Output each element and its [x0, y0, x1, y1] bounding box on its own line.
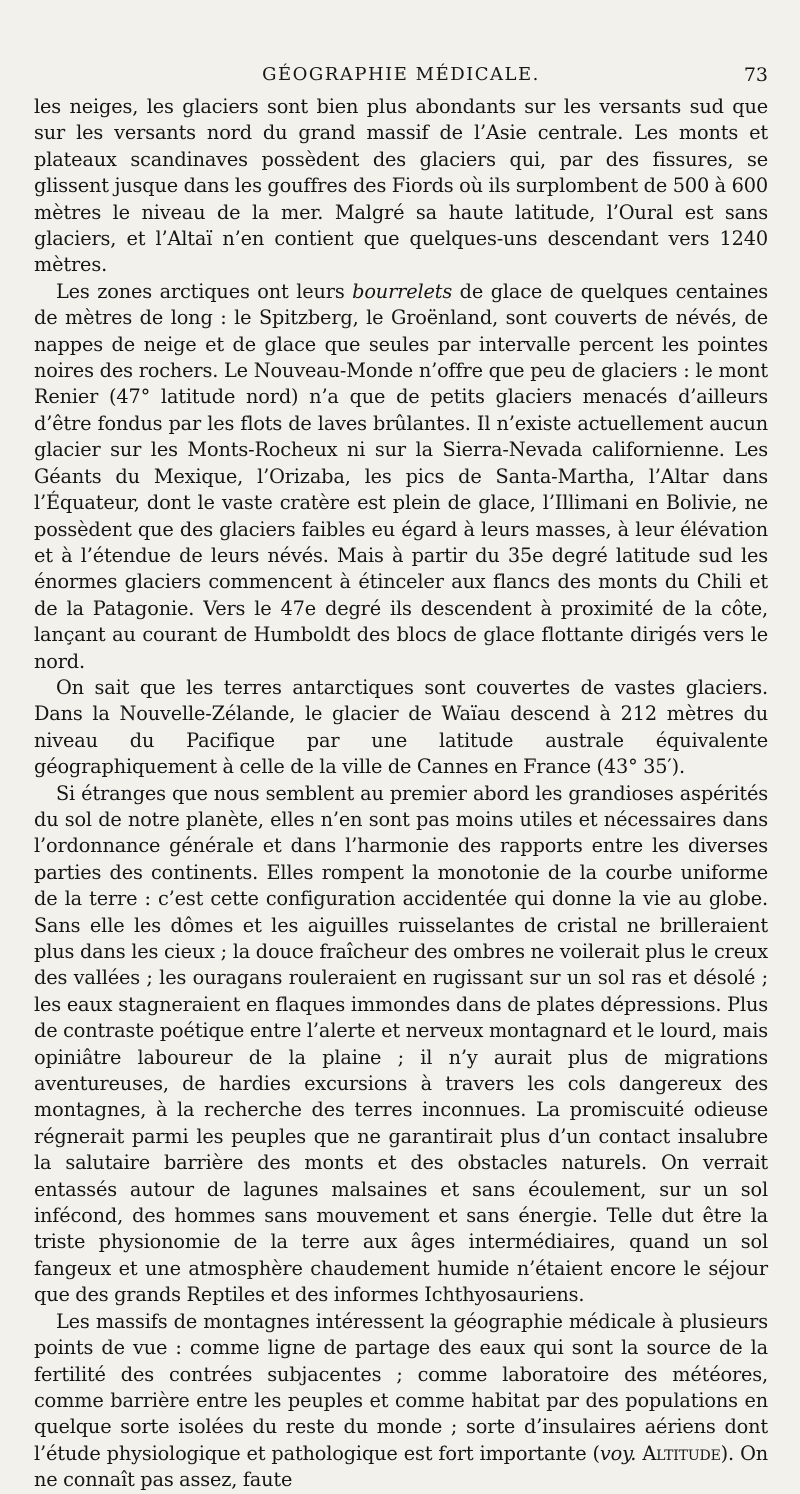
paragraph-arctic-zones-rest: de glace de quelques centaines de mètres de long : le Spitzberg, le Groënland, sont couverts de névés, de nappes de neige et de glace que seules par intervalle percent les pointes noires des rochers. Le Nouveau-Monde n’offre que peu de glaciers : le mont Renier (47° latitude nord) n’a que de petits glaciers menacés d’ailleurs d’être fondus par les flots de laves brûlantes. Il n’existe actuellement aucun glacier sur les Monts-Rocheux ni sur la Sierra-Nevada californienne. Les Géants du Mexique, l’Orizaba, les pics de Santa-Martha, l’Altar dans l’Équateur, dont le vaste cratère est plein de glace, l’Illimani en Bolivie, ne possèdent que des glaciers faibles eu égard à leurs masses, à leur élévation et à l’étendue de leurs névés. Mais à partir du 35e degré latitude sud les énormes glaciers commencent à étinceler aux flancs des monts du Chili et de la Patagonie. Vers le 47e degré ils descendent à proximité de la côte, lançant au courant de Humboldt des blocs de glace flottante dirigés vers le nord. — [34, 279, 768, 673]
paragraph-arctic-zones-start: Les zones arctiques ont leurs — [56, 279, 353, 303]
paragraph-relief-utility: Si étranges que nous semblent au premier abord les grandioses aspérités du sol de notre planète, elles n’en sont pas moins utiles et nécessaires dans l’ordonnance générale et dans l’harmonie des rapports entre les diverses parties des continents. Elles rompent la monotonie de la courbe uniforme de la terre : c’est cette configuration accidentée qui donne la vie au globe. Sans elle les dômes et les aiguilles ruisselantes de cristal ne brilleraient plus dans les cieux ; la douce fraîcheur des ombres ne voilerait plus le creux des vallées ; les ouragans rouleraient en rugissant sur un sol ras et désolé ; les eaux stagneraient en flaques immondes dans de plates dépressions. Plus de contraste poétique entre l’alerte et nerveux montagnard et le lourd, mais opiniâtre laboureur de la plaine ; il n’y aurait plus de migrations aventureuses, de hardies excursions à travers les cols dangereux des montagnes, à la recherche des terres inconnues. La promiscuité odieuse régnerait parmi les peuples que ne garantirait plus d’un contact insalubre la salutaire barrière des monts et des obstacles naturels. On verrait entassés autour de lagunes malsaines et sans écoulement, sur un sol infécond, des hommes sans mouvement et sans énergie. Telle dut être la triste physionomie de la terre aux âges intermédiaires, quand un sol fangeux et une atmosphère chaudement humide n’étaient encore le séjour que des grands Reptiles et des informes Ichthyosauriens. — [34, 781, 768, 1307]
cross-reference-altitude: Altitude — [642, 1441, 721, 1465]
page-number: 73 — [743, 64, 768, 86]
book-page — [34, 56, 768, 1494]
paragraph-mountain-massifs-end: ). On ne connaît pas assez, faute — [34, 1441, 768, 1492]
body-text — [34, 94, 768, 1494]
paragraph-mountain-massifs — [34, 1309, 768, 1494]
paragraph-glaciers-asia: les neiges, les glaciers sont bien plus abondants sur les versants sud que sur les versants nord du grand massif de l’Asie centrale. Les monts et plateaux scandinaves possèdent des glaciers qui, par des fissures, se glissent jusque dans les gouffres des Fiords où ils surplombent de 500 à 600 mètres le niveau de la mer. Malgré sa haute latitude, l’Oural est sans glaciers, et l’Altaï n’en contient que quelques-uns descendant vers 1240 mètres. — [34, 95, 768, 277]
italic-voy: voy. — [599, 1441, 637, 1465]
paragraph-arctic-zones — [34, 279, 768, 675]
italic-bourrelets: bourrelets — [352, 279, 453, 303]
paragraph-mountain-massifs-start: Les massifs de montagnes intéressent la géographie médicale à plusieurs points de vue : comme ligne de partage des eaux qui sont la source de la fertilité des contrées subjacentes ; comme laboratoire des météores, comme barrière entre les peuples et comme habitat par des populations en quelque sorte isolées du reste du monde ; sorte d’insulaires aériens dont l’étude physiologique et pathologique est fort importante ( — [34, 1309, 768, 1465]
running-title: GÉOGRAPHIE MÉDICALE. — [262, 64, 540, 85]
page-header — [34, 56, 768, 90]
paragraph-antarctic: On sait que les terres antarctiques sont couvertes de vastes glaciers. Dans la Nouvelle-Zélande, le glacier de Waïau descend à 212 mètres du niveau du Pacifique par une latitude australe équivalente géographiquement à celle de la ville de Cannes en France (43° 35′). — [34, 675, 768, 779]
